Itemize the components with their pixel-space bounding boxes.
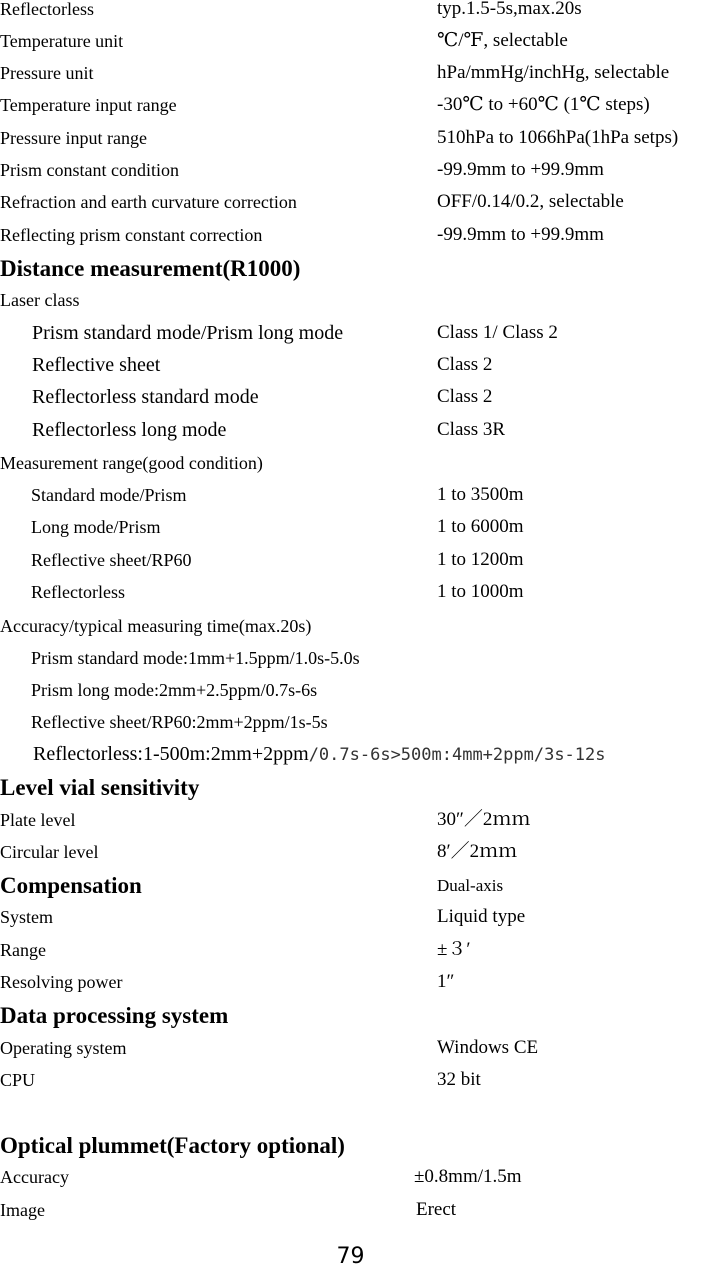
spec-label: Pressure unit: [0, 63, 94, 83]
spec-value: 1 to 1200m: [437, 549, 524, 570]
spec-label: Reflectorless: [31, 582, 125, 602]
accuracy-text-part: Reflectorless:1-500m:2mm+2ppm: [33, 743, 309, 765]
spec-value: 1″: [437, 971, 455, 992]
spec-value: Class 2: [437, 354, 493, 375]
spec-row: [0, 26, 701, 56]
spec-label: Range: [0, 940, 46, 960]
spec-value: Class 3R: [437, 419, 506, 440]
page-number: 79: [336, 1244, 365, 1269]
spec-row: [0, 220, 701, 250]
spec-label: Reflectorless standard mode: [32, 386, 259, 408]
spec-label: Circular level: [0, 842, 99, 862]
spec-value: 1 to 6000m: [437, 516, 524, 537]
spec-row: [0, 155, 701, 185]
spec-label: Reflectorless long mode: [32, 419, 227, 441]
spec-value: 1 to 1000m: [437, 581, 524, 602]
accuracy-line: [0, 643, 701, 673]
spec-row: [0, 318, 701, 348]
spec-row: [0, 1162, 701, 1192]
spec-label: Refraction and earth curvature correction: [0, 192, 297, 212]
spec-row: [0, 902, 701, 932]
spec-row: [0, 90, 701, 120]
spec-label: Accuracy: [0, 1167, 69, 1187]
laser-class-label: Laser class: [0, 290, 80, 310]
spec-row: [0, 967, 701, 997]
section-heading-level: Level vial sensitivity: [0, 775, 200, 800]
spec-value: -30℃ to +60℃ (1℃ steps): [437, 94, 650, 115]
accuracy-line: [0, 675, 701, 705]
spec-value: -99.9mm to +99.9mm: [437, 159, 604, 180]
spec-value: Class 2: [437, 386, 493, 407]
spec-row: [0, 1065, 701, 1095]
spec-label: Operating system: [0, 1038, 127, 1058]
accuracy-text: Prism long mode:2mm+2.5ppm/0.7s-6s: [31, 680, 318, 700]
spec-row: [0, 350, 701, 380]
spec-row: [0, 123, 701, 153]
spec-value: 30″／2ｍｍ: [437, 809, 531, 830]
spec-value: OFF/0.14/0.2, selectable: [437, 191, 624, 212]
measurement-range-label: Measurement range(good condition): [0, 453, 263, 473]
spec-label: System: [0, 907, 54, 927]
section-heading-compensation: Compensation: [0, 873, 142, 898]
section-heading-data-processing: Data processing system: [0, 1003, 229, 1028]
spec-row: [0, 805, 701, 835]
spec-row: [0, 0, 701, 24]
spec-label: Long mode/Prism: [31, 517, 161, 537]
spec-label: Reflectorless: [0, 0, 94, 19]
accuracy-label: Accuracy/typical measuring time(max.20s): [0, 616, 312, 636]
spec-row: [0, 448, 701, 478]
section-heading-distance: Distance measurement(R1000): [0, 256, 301, 281]
spec-row: [0, 871, 701, 901]
spec-row: [0, 935, 701, 965]
spec-value: Windows CE: [437, 1037, 539, 1058]
spec-label: Plate level: [0, 810, 76, 830]
accuracy-line: [0, 739, 701, 769]
accuracy-text-part: /0.7s-6s>500m:4mm+2ppm/3s-12s: [308, 745, 606, 765]
spec-value: 8′／2ｍｍ: [437, 841, 518, 862]
spec-label: Standard mode/Prism: [31, 485, 187, 505]
spec-row: [0, 611, 701, 641]
spec-row: [0, 577, 701, 607]
spec-row: [0, 545, 701, 575]
spec-row: [0, 480, 701, 510]
spec-value: Dual-axis: [437, 876, 504, 895]
spec-value: hPa/mmHg/inchHg, selectable: [437, 62, 670, 83]
spec-value: ±３′: [437, 939, 471, 960]
spec-value: -99.9mm to +99.9mm: [437, 224, 604, 245]
spec-label: Reflective sheet: [32, 354, 161, 376]
spec-label: CPU: [0, 1070, 36, 1090]
section-heading-optical-plummet: Optical plummet(Factory optional): [0, 1133, 345, 1158]
spec-label: Temperature unit: [0, 31, 124, 51]
spec-label: Image: [0, 1200, 45, 1220]
accuracy-text: Reflective sheet/RP60:2mm+2ppm/1s-5s: [31, 712, 328, 732]
spec-value: ℃/℉, selectable: [437, 30, 568, 51]
accuracy-text: Prism standard mode:1mm+1.5ppm/1.0s-5.0s: [31, 648, 360, 668]
spec-label: Temperature input range: [0, 95, 177, 115]
spec-label: Reflective sheet/RP60: [31, 550, 192, 570]
spec-label: Pressure input range: [0, 128, 147, 148]
spec-value: 32 bit: [437, 1069, 481, 1090]
accuracy-text: [33, 739, 606, 770]
spec-row: [0, 58, 701, 88]
spec-row: [0, 837, 701, 867]
spec-label: Resolving power: [0, 972, 123, 992]
spec-row: [0, 512, 701, 542]
spec-row: [0, 285, 701, 315]
spec-value: ±0.8mm/1.5m: [414, 1166, 522, 1187]
spec-row: [0, 187, 701, 217]
spec-value: 510hPa to 1066hPa(1hPa setps): [437, 127, 679, 148]
spec-value: typ.1.5-5s,max.20s: [437, 0, 582, 19]
spec-row: [0, 415, 701, 445]
spec-value: Class 1/ Class 2: [437, 322, 558, 343]
spec-label: Reflecting prism constant correction: [0, 225, 263, 245]
spec-row: [0, 1033, 701, 1063]
spec-row: [0, 1195, 701, 1225]
spec-value: Liquid type: [437, 906, 526, 927]
accuracy-line: [0, 707, 701, 737]
spec-value: 1 to 3500m: [437, 484, 524, 505]
spec-label: Prism constant condition: [0, 160, 179, 180]
spec-row: [0, 382, 701, 412]
spec-label: Prism standard mode/Prism long mode: [32, 322, 344, 344]
spec-value: Erect: [416, 1199, 457, 1220]
